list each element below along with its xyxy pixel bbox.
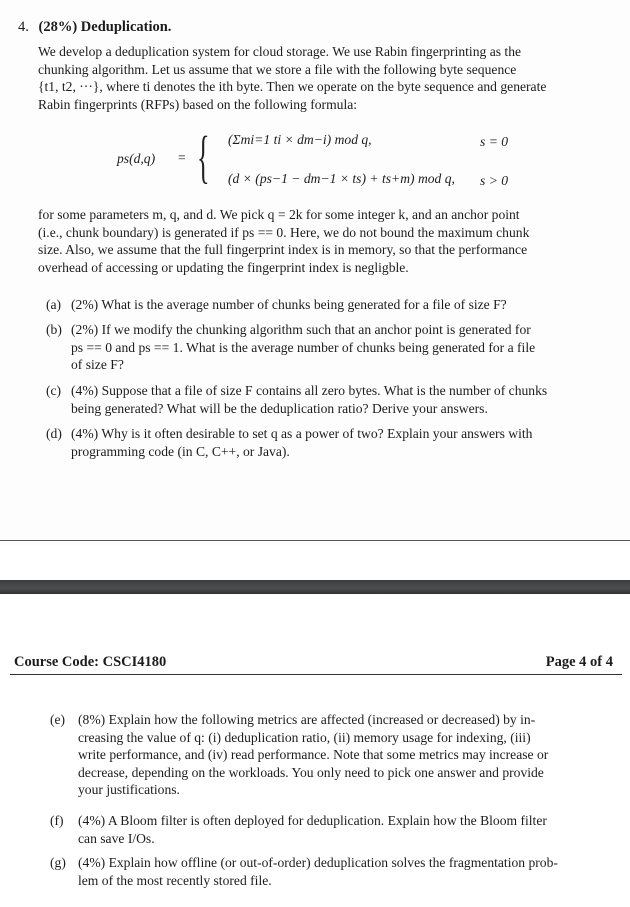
scan-separator-band	[0, 580, 630, 594]
subquestion-text: (4%) Why is it often desirable to set q as a power of two? Explain your answers with	[71, 426, 533, 441]
question-title: (28%) Deduplication.	[38, 19, 172, 35]
subquestion-e	[50, 711, 608, 799]
intro-line: chunking algorithm. Let us assume that we store a file with the following byte sequence	[38, 61, 517, 77]
question-number: 4.	[18, 19, 29, 35]
formula-case-2: (d × (ps−1 − dm−1 × ts) + ts+m) mod q,	[228, 171, 455, 186]
param-line: for some parameters m, q, and d. We pick q = 2k for some integer k, and an anchor point	[38, 207, 520, 222]
formula-lhs: ps(d,q)	[117, 151, 156, 166]
subquestion-text: programming code (in C, C++, or Java).	[71, 443, 290, 459]
subquestion-a	[46, 296, 602, 314]
subquestion-text: ps == 0 and ps == 1. What is the average number of chunks being generated for a file	[71, 339, 536, 355]
footer-divider	[10, 674, 622, 675]
param-line: overhead of accessing or updating the fingerprint index is negligble.	[38, 259, 409, 275]
question-intro	[38, 43, 600, 113]
subquestion-text: decrease, depending on the workloads. You only need to pick one answer and provide	[78, 764, 544, 780]
page-number: Page 4 of 4	[545, 654, 613, 670]
subquestion-label: (c)	[46, 383, 62, 398]
intro-line: Rabin fingerprints (RFPs) based on the following formula:	[38, 96, 358, 112]
subquestion-label: (d)	[46, 426, 62, 441]
subquestion-text: (4%) Explain how offline (or out-of-order) deduplication solves the fragmentation prob-	[78, 855, 558, 870]
subquestion-text: write performance, and (iv) read performance. Note that some metrics may increase or	[78, 747, 549, 762]
subquestion-label: (f)	[50, 813, 64, 828]
subquestion-label: (e)	[50, 712, 66, 727]
subquestion-text: being generated? What will be the deduplication ratio? Derive your answers.	[71, 400, 488, 416]
formula-condition-2: s > 0	[480, 173, 509, 188]
subquestion-text: of size F?	[71, 357, 124, 372]
formula-condition-1: s = 0	[480, 134, 509, 149]
subquestion-g	[50, 854, 608, 889]
subquestion-b	[46, 321, 602, 374]
subquestion-label: (b)	[46, 322, 62, 337]
subquestion-c	[46, 382, 602, 417]
question-heading	[18, 18, 171, 36]
param-line: size. Also, we assume that the full fingerprint index is in memory, so that the performance	[38, 242, 528, 257]
subquestion-text: can save I/Os.	[78, 830, 155, 846]
subquestion-text: (8%) Explain how the following metrics are affected (increased or decreased) by in-	[78, 712, 536, 727]
formula-case-1: (Σmi=1 ti × dm−i) mod q,	[228, 132, 372, 147]
page-edge-line	[0, 540, 630, 541]
formula-brace: {	[197, 124, 210, 189]
subquestion-text: creasing the value of q: (i) deduplication ratio, (ii) memory usage for indexing, (iii)	[78, 729, 531, 745]
subquestion-text: (2%) If we modify the chunking algorithm such that an anchor point is generated for	[71, 322, 531, 337]
subquestion-d	[46, 425, 602, 460]
subquestion-label: (a)	[46, 297, 62, 312]
subquestion-label: (g)	[50, 855, 66, 870]
page-gap	[0, 546, 630, 580]
param-line: (i.e., chunk boundary) is generated if ps == 0. Here, we do not bound the maximum chunk	[38, 224, 530, 240]
subquestion-text: (2%) What is the average number of chunks being generated for a file of size F?	[71, 297, 507, 312]
subquestion-text: (4%) Suppose that a file of size F contains all zero bytes. What is the number of chunks	[71, 383, 548, 398]
rabin-formula	[0, 124, 630, 198]
course-code: Course Code: CSCI4180	[14, 654, 167, 670]
question-parameters	[38, 206, 600, 276]
subquestion-text: your justifications.	[78, 782, 180, 797]
subquestion-text: (4%) A Bloom filter is often deployed for deduplication. Explain how the Bloom filter	[78, 813, 547, 828]
subquestion-text: lem of the most recently stored file.	[78, 872, 272, 888]
formula-equals: =	[178, 150, 186, 165]
subquestion-f	[50, 812, 608, 847]
intro-line: {t1, t2, ···}, where ti denotes the ith byte. Then we operate on the byte sequence and generate	[38, 79, 547, 94]
intro-line: We develop a deduplication system for cloud storage. We use Rabin fingerprinting as the	[38, 44, 522, 59]
